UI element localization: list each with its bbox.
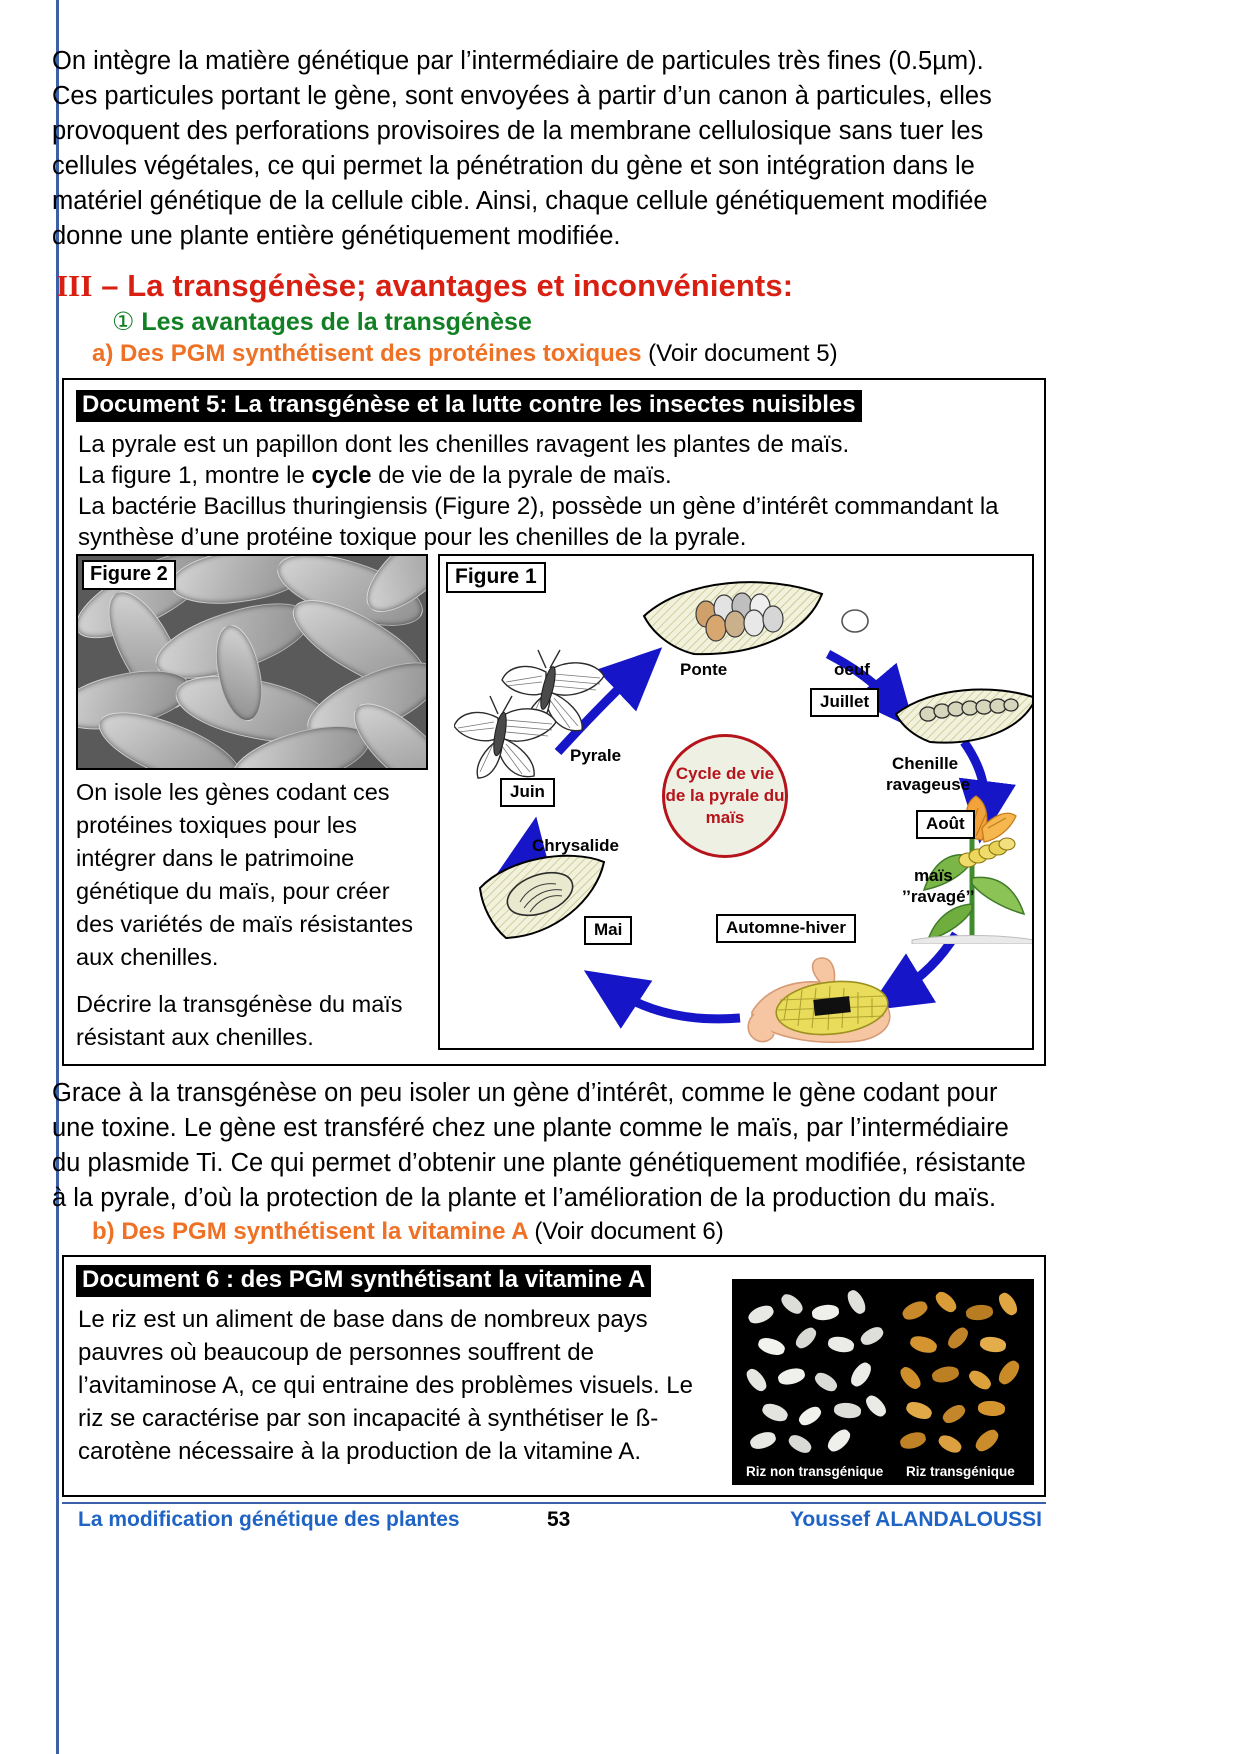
doc5-line-2-post: de vie de la pyrale de maïs. [371, 462, 672, 489]
figure-1-label: Figure 1 [446, 562, 546, 593]
document-5-title: Document 5: La transgénèse et la lutte contre les insectes nuisibles [76, 390, 862, 422]
section-a-reference: (Voir document 5) [648, 340, 838, 367]
doc5-line-3: La bactérie Bacillus thuringiensis (Figure 2), possède un gène d’intérêt commandant la synthèse d’une protéine toxique pour les chenilles de la pyrale. [78, 493, 999, 551]
footer-divider [62, 1502, 1046, 1504]
intro-paragraph: On intègre la matière génétique par l’intermédiaire de particules très fines (0.5µm). Ces particules portant le gène, sont envoyées à partir d’un canon à particules, elles provoquent des perforations provisoires de la membrane cellulosique sans tuer les cellules végétales, ce qui permet la pénétration du gène et son intégration dans le matériel génétique de la cellule cible. Ainsi, chaque cellule génétiquement modifiée donne une plante entière génétiquement modifiée. [52, 47, 992, 250]
month-juin: Juin [500, 778, 555, 807]
section-b-reference: (Voir document 6) [534, 1218, 724, 1245]
section-a-heading [92, 340, 838, 368]
label-chenille-line2: ravageuse [886, 775, 971, 794]
document-5-box [62, 378, 1046, 1066]
figure-2-description-p2: Décrire la transgénèse du maïs résistant aux chenilles. [76, 991, 403, 1050]
rice-caption-transgenic: Riz transgénique [906, 1464, 1015, 1479]
figure-2-column [76, 554, 428, 1052]
figure-2-description [76, 776, 426, 1054]
chenille-leaf-icon [892, 680, 1034, 752]
label-pyrale: Pyrale [570, 746, 622, 765]
figure-2-description-p1: On isole les gènes codant ces protéines toxiques pour les intégrer dans le patrimoine génétique du maïs, pour créer des variétés de maïs résistantes aux chenilles. [76, 779, 413, 970]
pyrale-moth-icon [454, 648, 614, 798]
corn-in-hand-icon [736, 956, 926, 1050]
subsection-heading [112, 307, 532, 337]
footer-author: Youssef ALANDALOUSSI [789, 1508, 1042, 1531]
month-juillet: Juillet [810, 688, 879, 717]
transgenesis-summary-paragraph: Grace à la transgénèse on peu isoler un gène d’intérêt, comme le gène codant pour une toxine. Le gène est transféré chez une plante comme le maïs, par l’intermédiaire du plasmide Ti. Ce qui permet d’obtenir une plante génétiquement modifiée, résistante à la pyrale, d’où la protection de la plante et l’amélioration de la production du maïs. [52, 1079, 1026, 1212]
rice-caption-non-transgenic: Riz non transgénique [746, 1464, 884, 1479]
subsection-heading-text: Les avantages de la transgénèse [141, 308, 532, 336]
label-mais-line2: ’’ravagé’’ [902, 887, 975, 906]
cycle-center-label: Cycle de vie de la pyrale du maïs [662, 734, 788, 858]
document-5-intro-text [78, 429, 1038, 553]
document-6-title: Document 6 : des PGM synthétisant la vitamine A [76, 1265, 651, 1297]
circled-one-icon: ① [112, 307, 135, 336]
left-margin-rule [56, 0, 59, 1754]
section-b-label: b) Des PGM synthétisent la vitamine A [92, 1218, 528, 1245]
figure-2-label: Figure 2 [82, 560, 176, 590]
label-chenille-line1: Chenille [892, 754, 959, 773]
doc5-line-2-pre: La figure 1, montre le [78, 462, 312, 489]
document-6-text: Le riz est un aliment de base dans de nombreux pays pauvres où beaucoup de personnes souffrent de l’avitaminose A, ce qui entraine des problèmes visuels. Le riz se caractérise par son incapacité à synthétiser le ß-carotène nécessaire à la production de la vitamine A. [78, 1306, 693, 1465]
month-automne-hiver: Automne-hiver [716, 914, 856, 943]
month-mai: Mai [584, 916, 632, 945]
label-mais-line1: maïs [914, 866, 953, 885]
page-title [56, 268, 793, 304]
section-a-label: a) Des PGM synthétisent des protéines toxiques [92, 340, 642, 367]
figure-1-life-cycle [438, 554, 1034, 1050]
label-oeuf: oeuf [834, 660, 870, 679]
label-chrysalide: Chrysalide [532, 836, 619, 855]
ponte-leaf-icon [636, 574, 836, 662]
document-6-box [62, 1255, 1046, 1497]
footer-subject: La modification génétique des plantes [78, 1508, 460, 1531]
heading-roman-numeral: III [56, 268, 93, 303]
label-ponte: Ponte [680, 660, 728, 679]
month-aout: Août [916, 810, 975, 839]
heading-main-text: – La transgénèse; avantages et inconvénients: [101, 268, 794, 303]
doc5-line-1: La pyrale est un papillon dont les chenilles ravagent les plantes de maïs. [78, 431, 850, 458]
footer-page-number: 53 [547, 1508, 571, 1531]
figure-2-micrograph [76, 554, 428, 770]
doc5-line-2-bold: cycle [311, 462, 372, 489]
rice-comparison-image [732, 1279, 1034, 1485]
section-b-heading [92, 1218, 724, 1246]
single-egg-icon [838, 604, 874, 640]
page-footer [62, 1508, 1046, 1542]
